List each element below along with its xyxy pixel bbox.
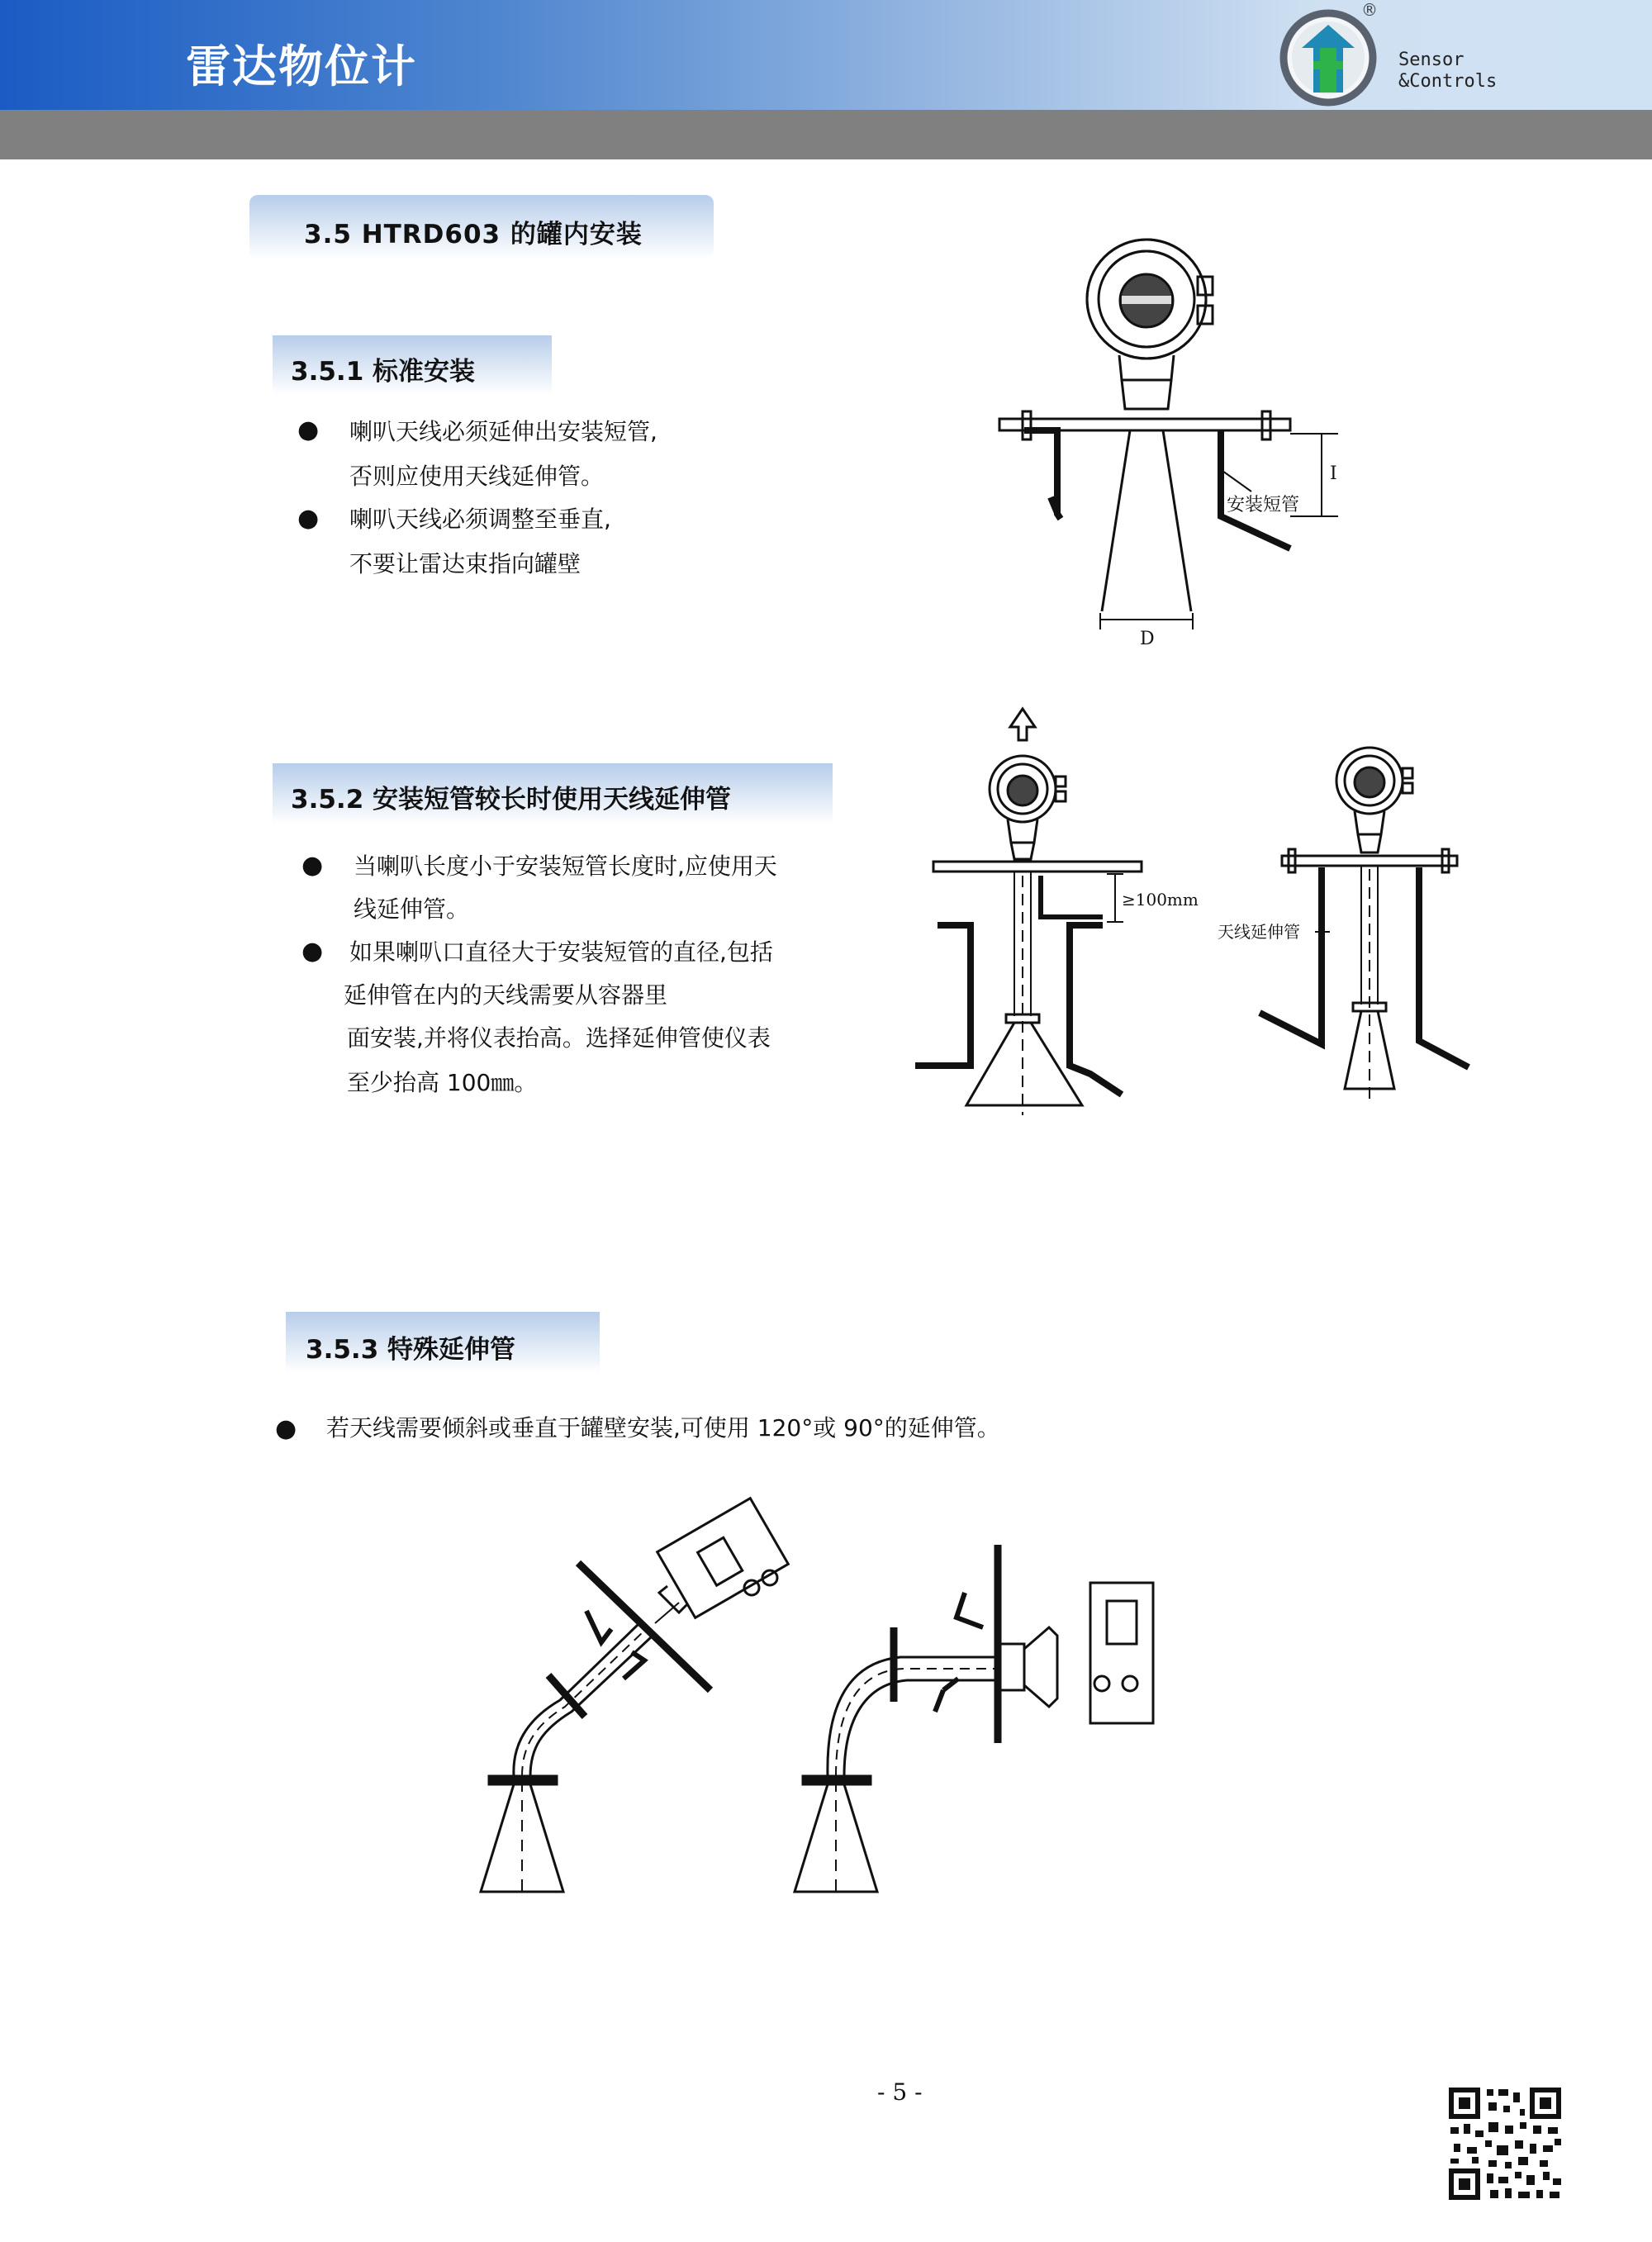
logo-line-2: &Controls: [1398, 71, 1498, 92]
text-3-5-2-line-4: 延伸管在内的天线需要从容器里: [344, 981, 668, 1009]
label-mounting-pipe: 安装短管: [1227, 495, 1300, 515]
text-3-5-1-line-3: 喇叭天线必须调整至垂直,: [349, 506, 611, 533]
text-3-5-1-line-1: 喇叭天线必须延伸出安装短管,: [349, 418, 657, 445]
section-3-5-3-banner: [286, 1312, 600, 1373]
logo-line-1: Sensor: [1398, 50, 1464, 70]
text-3-5-2-line-1: 当喇叭长度小于安装短管长度时,应使用天: [354, 853, 777, 880]
header-gray-bar: [0, 110, 1652, 159]
section-3-5-banner: [249, 195, 714, 259]
bullet-icon: ●: [297, 416, 320, 444]
figure-extension-pipe: [900, 694, 1495, 1123]
bullet-icon: ●: [275, 1414, 297, 1443]
logo-text: [1398, 50, 1497, 93]
registered-mark: ®: [1361, 0, 1378, 20]
qr-code: [1447, 2086, 1563, 2202]
section-3-5-1-banner: [273, 335, 552, 395]
text-3-5-2-line-5: 面安装,并将仪表抬高。选择延伸管使仪表: [347, 1024, 771, 1052]
page-number: - 5 -: [877, 2078, 923, 2106]
text-3-5-1-line-4: 不要让雷达束指向罐壁: [349, 550, 582, 577]
section-3-5-3-title: 3.5.3 特殊延伸管: [306, 1335, 516, 1365]
bullet-icon: ●: [301, 851, 324, 880]
section-3-5-2-banner: [273, 763, 833, 824]
label-min-100mm: ≥100mm: [1122, 890, 1199, 910]
text-3-5-3-line: 若天线需要倾斜或垂直于罐壁安装,可使用 120°或 90°的延伸管。: [326, 1414, 1000, 1442]
text-3-5-2-line-6: 至少抬高 100㎜。: [347, 1069, 538, 1096]
section-3-5-2-title: 3.5.2 安装短管较长时使用天线延伸管: [291, 785, 732, 815]
figure-special-extension-pipes: [463, 1495, 1173, 1908]
figure-standard-installation: [975, 231, 1371, 653]
text-3-5-2-line-2: 线延伸管。: [354, 895, 470, 923]
section-3-5-1-title: 3.5.1 标准安装: [291, 357, 476, 387]
document-title: 雷达物位计: [186, 40, 417, 93]
text-3-5-1-line-2: 否则应使用天线延伸管。: [349, 463, 605, 490]
text-3-5-2-line-3: 如果喇叭口直径大于安装短管的直径,包括: [349, 938, 773, 966]
label-length-i: I: [1330, 463, 1337, 484]
bullet-icon: ●: [301, 937, 324, 966]
section-3-5-title: 3.5 HTRD603 的罐内安装: [304, 220, 643, 249]
bullet-icon: ●: [297, 504, 320, 533]
label-diameter-d: D: [1140, 629, 1155, 649]
label-antenna-extension: 天线延伸管: [1218, 922, 1300, 942]
